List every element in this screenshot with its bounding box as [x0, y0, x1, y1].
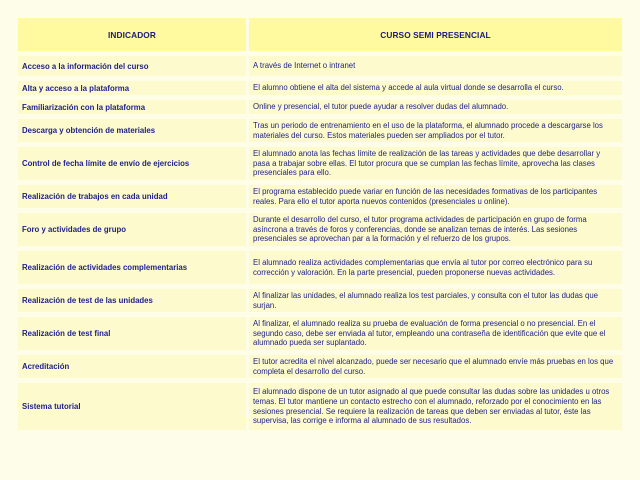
row-description: El alumno obtiene el alta del sistema y accede al aula virtual donde se desarrolla el curso.: [249, 81, 622, 95]
row-indicator: Descarga y obtención de materiales: [18, 119, 246, 142]
row-indicator: Foro y actividades de grupo: [18, 213, 246, 246]
row-indicator: Realización de test final: [18, 317, 246, 350]
row-indicator: Realización de test de las unidades: [18, 289, 246, 312]
row-indicator: Acreditación: [18, 355, 246, 378]
row-indicator: Realización de trabajos en cada unidad: [18, 185, 246, 208]
row-description: Al finalizar, el alumnado realiza su prueba de evaluación de forma presencial o no presencial. En el segundo caso, debe ser enviada al tutor, empleando una contraseña de identificación que evite que el alumnado pueda ser suplantado.: [249, 317, 622, 350]
row-description: Al finalizar las unidades, el alumnado realiza los test parciales, y consulta con el tutor las dudas que surjan.: [249, 289, 622, 312]
header-curso-semi-presencial: CURSO SEMI PRESENCIAL: [249, 18, 622, 51]
row-description: Online y presencial, el tutor puede ayudar a resolver dudas del alumnado.: [249, 100, 622, 114]
row-indicator: Alta y acceso a la plataforma: [18, 81, 246, 95]
row-description: El alumnado realiza actividades complementarias que envía al tutor por correo electrónico para su corrección y valoración. En la parte presencial, pueden proponerse nuevas actividades.: [249, 251, 622, 284]
row-description: El tutor acredita el nivel alcanzado, puede ser necesario que el alumnado envíe más pruebas en los que completa el desarrollo del curso.: [249, 355, 622, 378]
row-description: Durante el desarrollo del curso, el tutor programa actividades de participación en grupo de forma asíncrona a través de foros y conferencias, donde se analizan temas de interés. Las sesiones presenciales se aprovechan par a la formación y el refuerzo de los grupos.: [249, 213, 622, 246]
row-indicator: Acceso a la información del curso: [18, 56, 246, 76]
row-indicator: Realización de actividades complementarias: [18, 251, 246, 284]
row-description: A través de Internet o intranet: [249, 56, 622, 76]
row-indicator: Sistema tutorial: [18, 383, 246, 430]
row-description: Tras un periodo de entrenamiento en el uso de la plataforma, el alumnado procede a descargarse los materiales del curso. Estos materiales pueden ser ampliados por el tutor.: [249, 119, 622, 142]
row-description: El alumnado dispone de un tutor asignado al que puede consultar las dudas sobre las unidades u otros temas. El tutor mantiene un contacto estrecho con el alumnado, reforzado por el conocimiento en las sesiones presencial. Se requiere la realización de tareas que deben ser enviadas al tutor, éste las supervisa, las corrige e informa al alumnado de sus resultados.: [249, 383, 622, 430]
header-indicator: INDICADOR: [18, 18, 246, 51]
comparison-table: [18, 18, 622, 430]
row-description: El programa establecido puede variar en función de las necesidades formativas de los participantes reales. Para ello el tutor aporta nuevos contenidos (presenciales u online).: [249, 185, 622, 208]
row-indicator: Control de fecha límite de envío de ejercicios: [18, 147, 246, 180]
row-description: El alumnado anota las fechas límite de realización de las tareas y actividades que debe desarrollar y pasa a trabajar sobre ellas. El tutor procura que se cumplan las fechas límite, aprovecha las clases presenciales para ello.: [249, 147, 622, 180]
row-indicator: Familiarización con la plataforma: [18, 100, 246, 114]
